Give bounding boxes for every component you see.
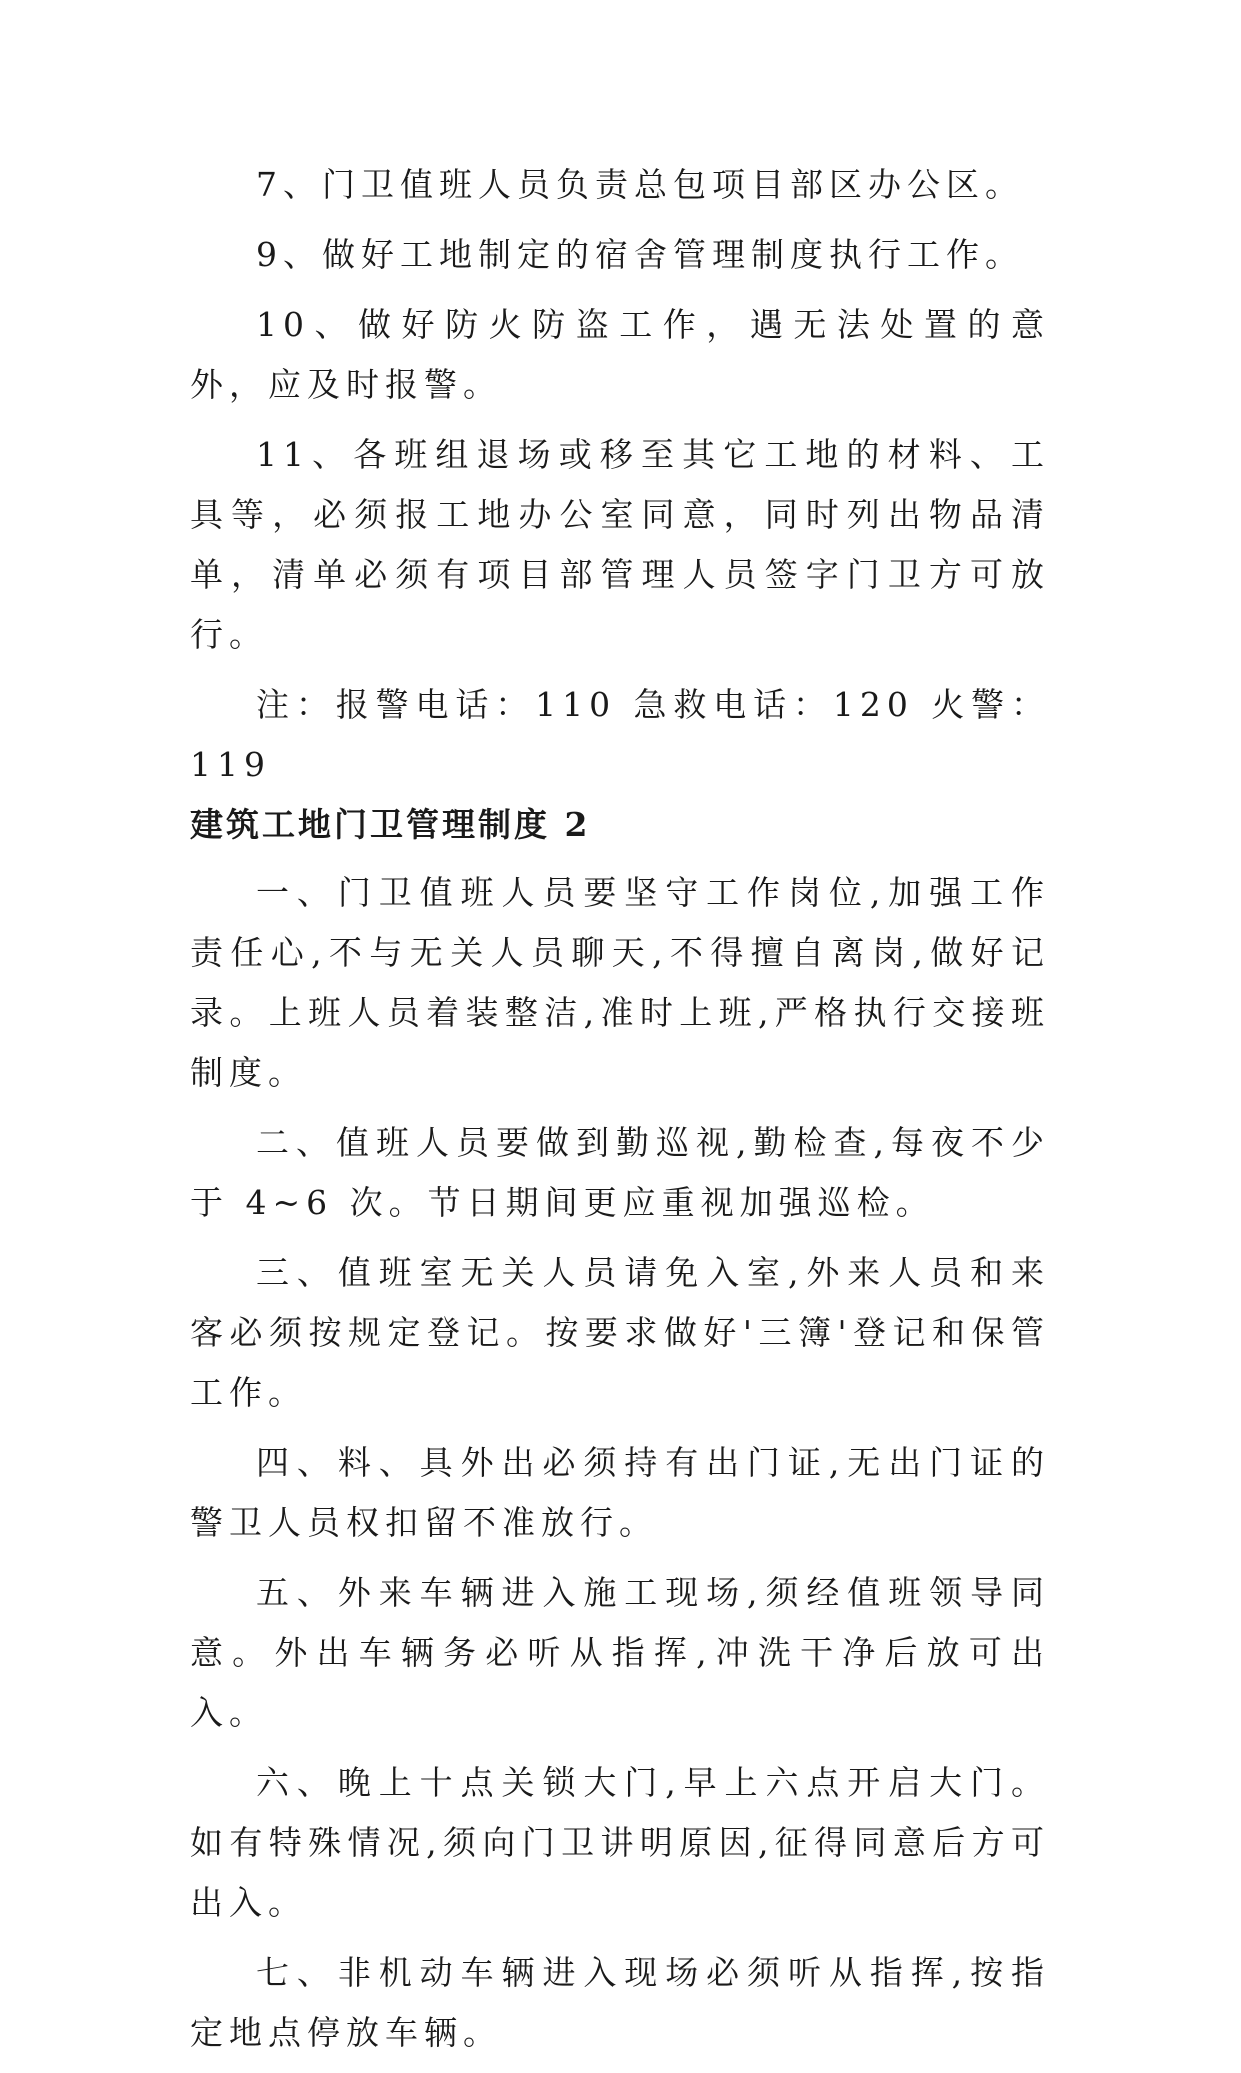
- paragraph-rule-10: 10、做好防火防盗工作，遇无法处置的意外，应及时报警。: [190, 305, 1050, 404]
- emergency-numbers-note: 注：报警电话：110 急救电话：120 火警：119: [190, 685, 1050, 784]
- document-page: [190, 155, 1050, 2073]
- paragraph-section2-6: 六、晚上十点关锁大门,早上六点开启大门。如有特殊情况,须向门卫讲明原因,征得同意后方可出入。: [190, 1763, 1050, 1922]
- paragraph-section2-4: 四、料、具外出必须持有出门证,无出门证的警卫人员权扣留不准放行。: [190, 1443, 1050, 1542]
- paragraph-rule-11: 11、各班组退场或移至其它工地的材料、工具等，必须报工地办公室同意，同时列出物品清单，清单必须有项目部管理人员签字门卫方可放行。: [190, 435, 1050, 654]
- section-title: 建筑工地门卫管理制度 2: [190, 805, 591, 844]
- paragraph-section2-5: 五、外来车辆进入施工现场,须经值班领导同意。外出车辆务必听从指挥,冲洗干净后放可出入。: [190, 1573, 1050, 1732]
- paragraph-section2-7: 七、非机动车辆进入现场必须听从指挥,按指定地点停放车辆。: [190, 1953, 1050, 2052]
- paragraph-section2-1: 一、门卫值班人员要坚守工作岗位,加强工作责任心,不与无关人员聊天,不得擅自离岗,做好记录。上班人员着装整洁,准时上班,严格执行交接班制度。: [190, 873, 1050, 1092]
- paragraph-rule-9: 9、做好工地制定的宿舍管理制度执行工作。: [256, 235, 1024, 274]
- paragraph-rule-7: 7、门卫值班人员负责总包项目部区办公区。: [256, 165, 1024, 204]
- paragraph-section2-2: 二、值班人员要做到勤巡视,勤检查,每夜不少于 4~6 次。节日期间更应重视加强巡检。: [190, 1123, 1050, 1222]
- paragraph-section2-3: 三、值班室无关人员请免入室,外来人员和来客必须按规定登记。按要求做好'三簿'登记和保管工作。: [190, 1253, 1050, 1412]
